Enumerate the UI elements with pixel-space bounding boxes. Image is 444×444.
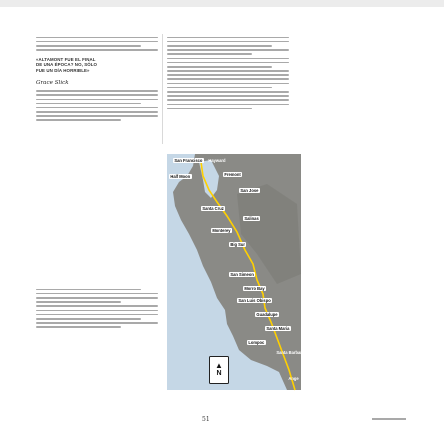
signature: Grace Slick bbox=[36, 79, 69, 86]
map-label-santa-cruz: Santa Cruz bbox=[202, 206, 224, 211]
north-arrow-icon: ▲ bbox=[215, 361, 223, 370]
route-map bbox=[167, 154, 305, 390]
column-divider bbox=[162, 34, 163, 144]
map-label-morro-bay: Morro Bay bbox=[244, 286, 265, 291]
text-line bbox=[167, 45, 272, 47]
left-bottom-text bbox=[36, 286, 158, 330]
text-line bbox=[167, 70, 289, 72]
map-label-monterey: Monterey bbox=[212, 228, 231, 233]
text-line bbox=[167, 104, 289, 106]
map-label-big-sur: Big Sur bbox=[230, 242, 245, 247]
text-line bbox=[36, 103, 141, 105]
map-label-san-jose: San Jose bbox=[240, 188, 259, 193]
text-line bbox=[36, 115, 158, 117]
text-line bbox=[36, 111, 158, 113]
map-label-san-luis-obispo: San Luis Obispo bbox=[238, 298, 271, 303]
text-line bbox=[36, 41, 158, 43]
pull-quote-line: FUE UN DÍA HORRIBLE» bbox=[36, 67, 90, 73]
text-line bbox=[167, 66, 272, 68]
north-compass bbox=[209, 356, 229, 384]
map-label-lompoc: Lompoc bbox=[248, 340, 265, 345]
text-line bbox=[36, 293, 158, 295]
text-line bbox=[36, 314, 158, 316]
text-line bbox=[36, 37, 158, 39]
left-column bbox=[36, 34, 158, 124]
top-band bbox=[0, 0, 444, 7]
text-line bbox=[167, 58, 289, 60]
text-line bbox=[36, 310, 158, 312]
footer-line bbox=[372, 418, 406, 420]
text-line bbox=[167, 99, 289, 101]
map-label-santa-maria: Santa Maria bbox=[266, 326, 290, 331]
page-number: 51 bbox=[202, 416, 210, 423]
text-line bbox=[36, 322, 158, 324]
text-line bbox=[167, 53, 252, 55]
text-line bbox=[167, 74, 289, 76]
text-line bbox=[36, 94, 158, 96]
text-line bbox=[167, 41, 289, 43]
map-label-guadalupe: Guadalupe bbox=[256, 312, 278, 317]
text-line bbox=[36, 49, 158, 51]
text-line bbox=[167, 62, 289, 64]
text-line bbox=[167, 91, 289, 93]
text-line bbox=[36, 107, 158, 109]
map-label-hayward: Hayward bbox=[208, 158, 226, 163]
pull-quote-line: DE UNA ÉPOCA? NO, SÓLO bbox=[36, 62, 98, 68]
text-line bbox=[167, 108, 252, 110]
text-line bbox=[36, 305, 158, 307]
map-label-san-francisco: San Francisco bbox=[174, 158, 203, 163]
text-line bbox=[167, 83, 289, 85]
map-label-santa-barbara: Santa Barbara bbox=[276, 350, 305, 355]
text-line bbox=[36, 289, 141, 291]
map-label-fremont: Fremont bbox=[224, 172, 241, 177]
text-line bbox=[167, 87, 272, 89]
north-letter: N bbox=[216, 370, 222, 377]
text-line bbox=[36, 318, 141, 320]
magazine-page bbox=[36, 34, 432, 424]
text-line bbox=[167, 95, 289, 97]
text-line bbox=[167, 78, 289, 80]
map-label-san-simeon: San Simeon bbox=[230, 272, 254, 277]
text-line bbox=[36, 119, 121, 121]
text-line bbox=[167, 49, 289, 51]
map-label-half-moon: Half Moon bbox=[170, 174, 191, 179]
text-line bbox=[36, 326, 121, 328]
right-column bbox=[167, 34, 289, 112]
text-line bbox=[36, 45, 141, 47]
text-line bbox=[36, 90, 158, 92]
pull-quote-line: «ALTAMONT FUE EL FINAL bbox=[36, 56, 96, 62]
text-line bbox=[167, 37, 289, 39]
text-line bbox=[36, 301, 121, 303]
map-label-angeles: Ange bbox=[288, 376, 299, 381]
map-label-salinas: Salinas bbox=[244, 216, 259, 221]
pull-quote bbox=[36, 57, 158, 74]
text-line bbox=[36, 99, 158, 101]
text-line bbox=[36, 297, 158, 299]
